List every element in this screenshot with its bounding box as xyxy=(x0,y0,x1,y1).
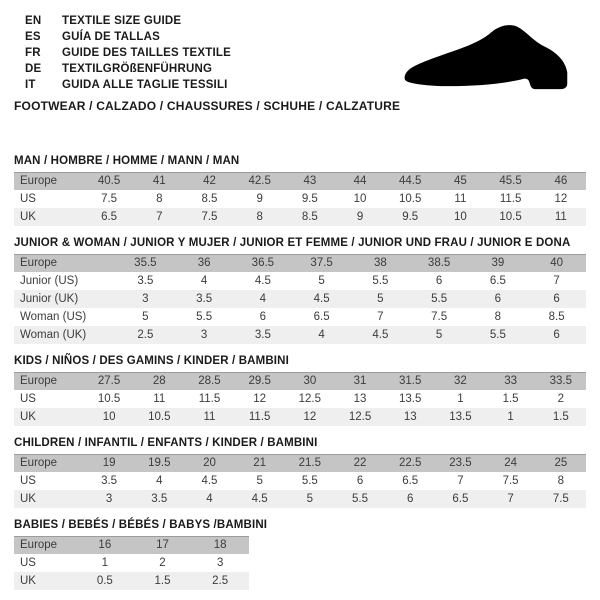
table-row xyxy=(14,536,249,554)
size-cell: 9.5 xyxy=(285,190,335,208)
size-cell: 7.5 xyxy=(410,308,469,326)
size-cell: 8.5 xyxy=(285,208,335,226)
size-cell: 13.5 xyxy=(385,390,435,408)
size-cell: 4.5 xyxy=(292,290,351,308)
size-cell: 2 xyxy=(134,554,192,572)
size-cell: 19 xyxy=(84,454,134,472)
size-cell: 6.5 xyxy=(292,308,351,326)
size-cell: 6 xyxy=(385,490,435,508)
language-code: DE xyxy=(25,63,42,75)
size-cell: 10 xyxy=(335,190,385,208)
size-cell: 10 xyxy=(84,408,134,426)
size-cell: 29.5 xyxy=(235,372,285,390)
table-row xyxy=(14,190,586,208)
size-cell: 6.5 xyxy=(435,490,485,508)
row-label: US xyxy=(14,190,84,208)
size-cell: 11.5 xyxy=(184,390,234,408)
size-cell: 2 xyxy=(536,390,586,408)
size-cell: 7 xyxy=(134,208,184,226)
size-cell: 7.5 xyxy=(536,490,586,508)
size-cell: 7 xyxy=(527,272,586,290)
size-cell: 7.5 xyxy=(84,190,134,208)
size-table-children xyxy=(14,454,586,508)
size-cell: 44 xyxy=(335,172,385,190)
size-cell: 3.5 xyxy=(175,290,234,308)
row-label: Woman (US) xyxy=(14,308,116,326)
size-cell: 3.5 xyxy=(116,272,175,290)
size-cell: 3.5 xyxy=(234,326,293,344)
size-cell: 22 xyxy=(335,454,385,472)
size-cell: 7.5 xyxy=(184,208,234,226)
size-cell: 11 xyxy=(536,208,586,226)
size-cell: 6.5 xyxy=(385,472,435,490)
size-cell: 43 xyxy=(285,172,335,190)
size-cell: 12 xyxy=(285,408,335,426)
size-cell: 23.5 xyxy=(435,454,485,472)
size-cell: 1.5 xyxy=(486,390,536,408)
size-cell: 12 xyxy=(235,390,285,408)
row-label: UK xyxy=(14,490,84,508)
size-cell: 30 xyxy=(285,372,335,390)
size-cell: 17 xyxy=(134,536,192,554)
table-row xyxy=(14,172,586,190)
size-cell: 27.5 xyxy=(84,372,134,390)
size-cell: 10 xyxy=(435,208,485,226)
language-text: GUIDE DES TAILLES TEXTILE xyxy=(62,47,231,59)
size-cell: 41 xyxy=(134,172,184,190)
size-cell: 38 xyxy=(351,254,410,272)
size-cell: 6 xyxy=(527,326,586,344)
section-title-babies: BABIES / BEBÉS / BÉBÉS / BABYS /BAMBINI xyxy=(14,519,268,531)
size-cell: 2.5 xyxy=(191,572,249,590)
size-cell: 19.5 xyxy=(134,454,184,472)
size-cell: 5.5 xyxy=(285,472,335,490)
language-text: GUIDA ALLE TAGLIE TESSILI xyxy=(62,79,228,91)
table-row xyxy=(14,554,249,572)
size-cell: 42.5 xyxy=(235,172,285,190)
size-cell: 1 xyxy=(435,390,485,408)
size-cell: 13 xyxy=(335,390,385,408)
size-cell: 11 xyxy=(435,190,485,208)
row-label: Europe xyxy=(14,172,84,190)
size-cell: 6.5 xyxy=(469,272,528,290)
table-row xyxy=(14,490,586,508)
size-cell: 45.5 xyxy=(486,172,536,190)
row-label: UK xyxy=(14,408,84,426)
size-cell: 39 xyxy=(469,254,528,272)
size-cell: 4.5 xyxy=(351,326,410,344)
size-cell: 35.5 xyxy=(116,254,175,272)
size-cell: 8.5 xyxy=(527,308,586,326)
size-cell: 5 xyxy=(292,272,351,290)
size-cell: 18 xyxy=(191,536,249,554)
table-row xyxy=(14,372,586,390)
size-cell: 21.5 xyxy=(285,454,335,472)
size-cell: 5.5 xyxy=(351,272,410,290)
size-table-man xyxy=(14,172,586,226)
size-cell: 22.5 xyxy=(385,454,435,472)
language-code: EN xyxy=(25,15,42,27)
size-cell: 36.5 xyxy=(234,254,293,272)
size-cell: 33.5 xyxy=(536,372,586,390)
table-row xyxy=(14,208,586,226)
size-cell: 12.5 xyxy=(335,408,385,426)
size-cell: 7 xyxy=(435,472,485,490)
size-cell: 28 xyxy=(134,372,184,390)
language-code: ES xyxy=(25,31,41,43)
size-cell: 3 xyxy=(84,490,134,508)
size-cell: 6 xyxy=(527,290,586,308)
table-row xyxy=(14,290,586,308)
size-cell: 42 xyxy=(184,172,234,190)
size-cell: 1.5 xyxy=(536,408,586,426)
size-cell: 12 xyxy=(536,190,586,208)
size-cell: 11 xyxy=(184,408,234,426)
size-cell: 10.5 xyxy=(385,190,435,208)
size-cell: 10.5 xyxy=(84,390,134,408)
row-label: UK xyxy=(14,572,76,590)
size-cell: 9 xyxy=(235,190,285,208)
table-row xyxy=(14,272,586,290)
size-cell: 10.5 xyxy=(486,208,536,226)
table-row xyxy=(14,408,586,426)
row-label: Europe xyxy=(14,254,116,272)
table-row xyxy=(14,454,586,472)
size-cell: 46 xyxy=(536,172,586,190)
row-label: US xyxy=(14,390,84,408)
size-cell: 31.5 xyxy=(385,372,435,390)
table-row xyxy=(14,326,586,344)
language-code: IT xyxy=(25,79,36,91)
size-cell: 33 xyxy=(486,372,536,390)
dress-shoe-icon xyxy=(395,20,575,106)
size-cell: 38.5 xyxy=(410,254,469,272)
size-cell: 3.5 xyxy=(134,490,184,508)
size-cell: 3 xyxy=(175,326,234,344)
category-heading: FOOTWEAR / CALZADO / CHAUSSURES / SCHUHE / CALZATURE xyxy=(14,99,401,113)
size-cell: 8 xyxy=(235,208,285,226)
language-code: FR xyxy=(25,47,41,59)
size-cell: 37.5 xyxy=(292,254,351,272)
size-cell: 5 xyxy=(235,472,285,490)
size-cell: 11.5 xyxy=(486,190,536,208)
size-table-junior-woman xyxy=(14,254,586,344)
row-label: US xyxy=(14,554,76,572)
size-cell: 4 xyxy=(184,490,234,508)
size-cell: 6.5 xyxy=(84,208,134,226)
size-cell: 13.5 xyxy=(435,408,485,426)
section-title-children: CHILDREN / INFANTIL / ENFANTS / KINDER / BAMBINI xyxy=(14,437,318,449)
row-label: Junior (US) xyxy=(14,272,116,290)
size-cell: 45 xyxy=(435,172,485,190)
size-cell: 24 xyxy=(486,454,536,472)
size-cell: 5 xyxy=(410,326,469,344)
table-row xyxy=(14,254,586,272)
size-cell: 1 xyxy=(486,408,536,426)
size-cell: 7 xyxy=(351,308,410,326)
size-cell: 5 xyxy=(116,308,175,326)
section-title-junior-woman: JUNIOR & WOMAN / JUNIOR Y MUJER / JUNIOR ET FEMME / JUNIOR UND FRAU / JUNIOR E DONA xyxy=(14,237,571,249)
size-cell: 7.5 xyxy=(486,472,536,490)
size-cell: 6 xyxy=(469,290,528,308)
size-cell: 12.5 xyxy=(285,390,335,408)
size-cell: 6 xyxy=(234,308,293,326)
size-cell: 32 xyxy=(435,372,485,390)
size-cell: 5.5 xyxy=(175,308,234,326)
section-title-man: MAN / HOMBRE / HOMME / MANN / MAN xyxy=(14,155,240,167)
table-row xyxy=(14,390,586,408)
size-cell: 4.5 xyxy=(234,272,293,290)
size-cell: 40 xyxy=(527,254,586,272)
language-text: TEXTILE SIZE GUIDE xyxy=(62,15,182,27)
size-table-kids xyxy=(14,372,586,426)
size-cell: 8 xyxy=(536,472,586,490)
size-cell: 1.5 xyxy=(134,572,192,590)
size-cell: 20 xyxy=(184,454,234,472)
row-label: UK xyxy=(14,208,84,226)
row-label: Junior (UK) xyxy=(14,290,116,308)
size-cell: 3 xyxy=(191,554,249,572)
size-cell: 25 xyxy=(536,454,586,472)
size-cell: 5.5 xyxy=(335,490,385,508)
size-cell: 44.5 xyxy=(385,172,435,190)
size-cell: 5 xyxy=(285,490,335,508)
size-cell: 10.5 xyxy=(134,408,184,426)
size-cell: 4 xyxy=(234,290,293,308)
size-cell: 16 xyxy=(76,536,134,554)
size-cell: 11 xyxy=(134,390,184,408)
size-cell: 6 xyxy=(410,272,469,290)
size-table-babies xyxy=(14,536,249,590)
size-cell: 5.5 xyxy=(469,326,528,344)
language-text: TEXTILGRÖßENFÜHRUNG xyxy=(62,63,213,75)
size-cell: 36 xyxy=(175,254,234,272)
size-cell: 5 xyxy=(351,290,410,308)
size-cell: 1 xyxy=(76,554,134,572)
row-label: Europe xyxy=(14,536,76,554)
size-cell: 31 xyxy=(335,372,385,390)
section-title-kids: KIDS / NIÑOS / DES GAMINS / KINDER / BAMBINI xyxy=(14,355,289,367)
size-cell: 4 xyxy=(134,472,184,490)
size-cell: 3.5 xyxy=(84,472,134,490)
size-cell: 9.5 xyxy=(385,208,435,226)
size-cell: 21 xyxy=(235,454,285,472)
size-cell: 8 xyxy=(134,190,184,208)
size-cell: 4 xyxy=(292,326,351,344)
size-cell: 40.5 xyxy=(84,172,134,190)
size-cell: 7 xyxy=(486,490,536,508)
size-cell: 6 xyxy=(335,472,385,490)
size-cell: 0.5 xyxy=(76,572,134,590)
language-text: GUÍA DE TALLAS xyxy=(62,31,160,43)
size-cell: 5.5 xyxy=(410,290,469,308)
row-label: US xyxy=(14,472,84,490)
size-cell: 4.5 xyxy=(235,490,285,508)
size-cell: 8 xyxy=(469,308,528,326)
row-label: Woman (UK) xyxy=(14,326,116,344)
size-cell: 4 xyxy=(175,272,234,290)
size-cell: 3 xyxy=(116,290,175,308)
table-row xyxy=(14,572,249,590)
size-cell: 11.5 xyxy=(235,408,285,426)
size-cell: 9 xyxy=(335,208,385,226)
row-label: Europe xyxy=(14,454,84,472)
table-row xyxy=(14,308,586,326)
size-cell: 8.5 xyxy=(184,190,234,208)
size-cell: 13 xyxy=(385,408,435,426)
row-label: Europe xyxy=(14,372,84,390)
size-cell: 28.5 xyxy=(184,372,234,390)
size-cell: 4.5 xyxy=(184,472,234,490)
size-cell: 2.5 xyxy=(116,326,175,344)
table-row xyxy=(14,472,586,490)
